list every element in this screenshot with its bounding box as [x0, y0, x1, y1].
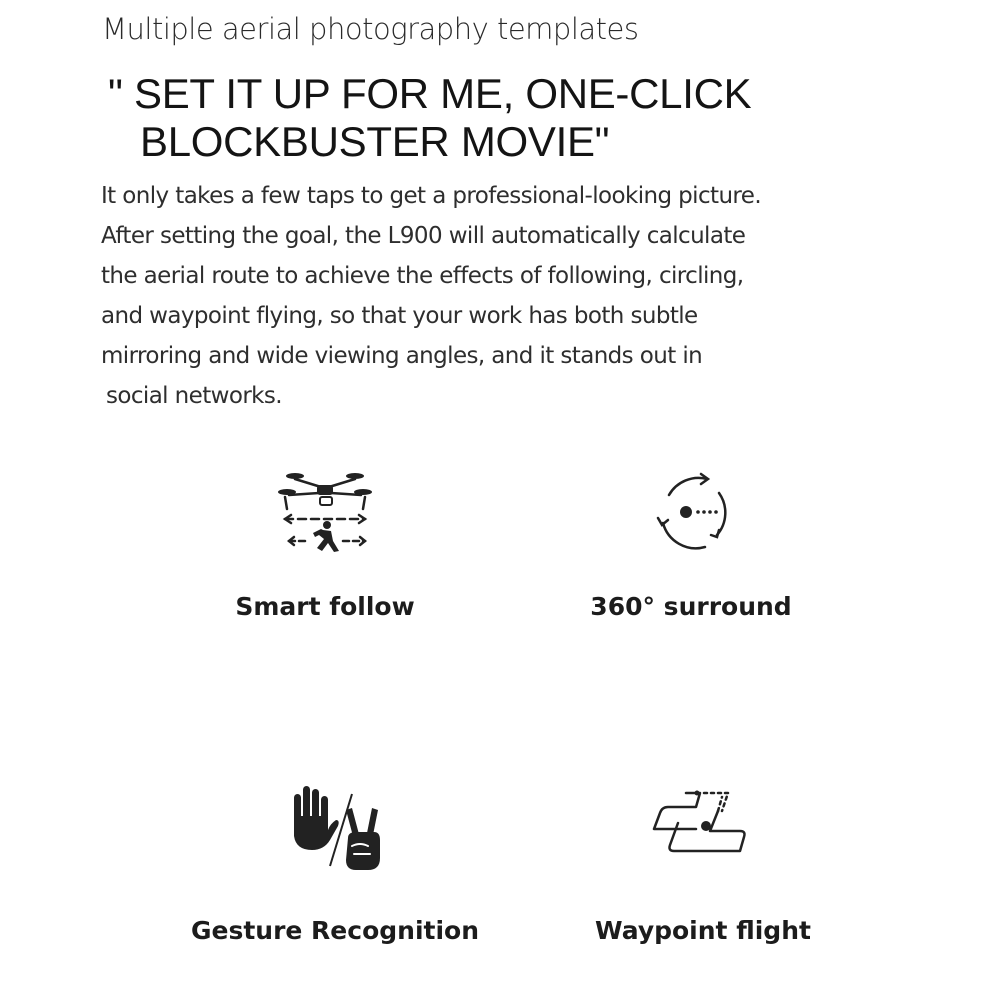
- headline-line-1: " SET IT UP FOR ME, ONE-CLICK: [108, 70, 752, 117]
- waypoint-path-icon: [648, 785, 758, 875]
- description-line: It only takes a few taps to get a professional-looking picture.: [101, 183, 762, 209]
- description-line: social networks.: [106, 383, 282, 409]
- feature-label: 360° surround: [590, 592, 792, 621]
- hand-gesture-icon: [280, 780, 390, 875]
- description-line: After setting the goal, the L900 will automatically calculate: [101, 223, 746, 249]
- subtitle: Multiple aerial photography templates: [102, 12, 639, 46]
- feature-label: Smart follow: [235, 592, 415, 621]
- description-line: mirroring and wide viewing angles, and it stands out in: [101, 343, 703, 369]
- description-line: the aerial route to achieve the effects of following, circling,: [101, 263, 744, 289]
- feature-label: Gesture Recognition: [190, 916, 480, 945]
- description: [101, 176, 861, 416]
- headline-line-2: BLOCKBUSTER MOVIE": [140, 118, 610, 165]
- orbit-icon: [641, 465, 741, 555]
- headline: [108, 70, 828, 166]
- feature-gesture-recognition: [185, 780, 485, 970]
- feature-label: Waypoint flight: [595, 916, 811, 945]
- drone-follow-icon: [275, 465, 375, 555]
- feature-360-surround: [541, 460, 841, 640]
- description-line: and waypoint flying, so that your work has both subtle: [101, 303, 698, 329]
- feature-waypoint-flight: [553, 780, 853, 970]
- feature-smart-follow: [175, 460, 475, 640]
